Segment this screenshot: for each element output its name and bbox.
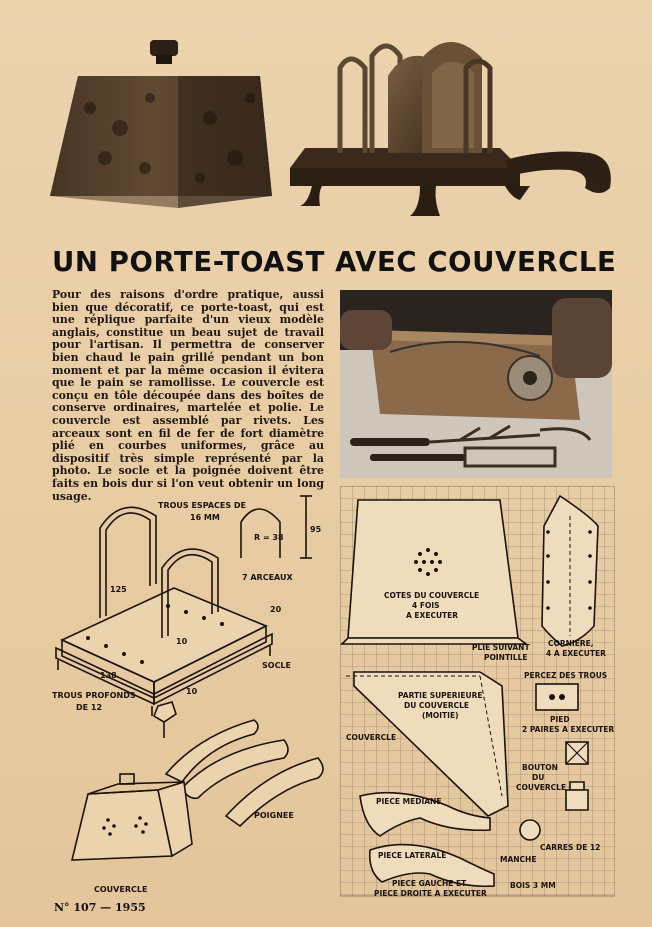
lid-photo xyxy=(50,40,272,208)
label-manche: MANCHE xyxy=(500,855,537,864)
label-laterale: PIECE LATERALE xyxy=(378,851,447,860)
label-plie2: POINTILLE xyxy=(484,653,528,662)
label-16mm: 16 MM xyxy=(190,513,220,522)
pattern-grid-diagram xyxy=(340,486,615,900)
label-bouton2: DU xyxy=(532,773,545,782)
bending-jig-photo xyxy=(340,290,612,478)
label-partie2: DU COUVERCLE xyxy=(404,701,470,710)
label-95: 95 xyxy=(310,525,322,534)
label-mediane: PIECE MEDIANE xyxy=(376,797,442,806)
label-gauche2: PIECE DROITE A EXECUTER xyxy=(374,889,487,898)
rack-assembly-diagram xyxy=(48,488,340,900)
label-cotes2: 4 FOIS xyxy=(412,601,440,610)
label-trous-profonds: TROUS PROFONDS xyxy=(52,691,136,700)
label-pied1: PIED xyxy=(550,715,570,724)
page-footer: N° 107 — 1955 xyxy=(54,901,146,914)
label-couvercle-right: COUVERCLE xyxy=(346,733,397,742)
toast-rack-photo xyxy=(290,42,611,216)
label-corniere1: CORNIERE, xyxy=(548,639,594,648)
label-partie3: (MOITIE) xyxy=(422,711,459,720)
label-cotes1: COTES DU COUVERCLE xyxy=(384,591,480,600)
label-cotes3: A EXECUTER xyxy=(406,611,459,620)
article-title: UN PORTE-TOAST AVEC COUVERCLE xyxy=(52,246,617,278)
label-de12: DE 12 xyxy=(76,703,103,712)
label-gauche1: PIECE GAUCHE ET xyxy=(392,879,467,888)
label-corniere2: 4 A EXECUTER xyxy=(546,649,606,658)
label-r38: R = 38 xyxy=(254,533,284,542)
label-poignee: POIGNEE xyxy=(254,811,294,820)
label-socle: SOCLE xyxy=(262,661,291,670)
label-percez: PERCEZ DES TROUS xyxy=(524,671,608,680)
label-partie1: PARTIE SUPERIEURE xyxy=(398,691,483,700)
article-body: Pour des raisons d'ordre pratique, aussi bien que décoratif, ce porte-toast, qui est une réplique parfaite d'un vieux modèle anglais, constitue un beau sujet de travail pour l'artisan. Il permettra de conserver bien chaud le pain grillé pendant un bon moment et par la même occasion il évitera que le pain se ramollisse. Le couvercle est conçu en tôle découpée dans des boîtes de conserve ordinaires, martelée et polie. Le couvercle est assemblé par rivets. Les arceaux sont en fil de fer de fort diamètre plié en courbes uniformes, grâce au dispositif très simple représenté par la photo. Le socle et la poignée doivent être faits en bois dur si l'on veut obtenir un long usage. xyxy=(52,288,324,503)
label-20: 20 xyxy=(270,605,282,614)
top-photo xyxy=(50,28,615,240)
label-10b: 10 xyxy=(186,687,198,696)
label-carres: CARRES DE 12 xyxy=(540,843,601,852)
label-7-arceaux: 7 ARCEAUX xyxy=(242,573,293,582)
label-bois: BOIS 3 MM xyxy=(510,881,556,890)
label-bouton3: COUVERCLE xyxy=(516,783,567,792)
label-couvercle: COUVERCLE xyxy=(94,885,148,894)
label-trous-espaces: TROUS ESPACES DE xyxy=(158,501,246,510)
label-138: 138 xyxy=(100,671,117,680)
label-plie1: PLIE SUIVANT xyxy=(472,643,530,652)
label-125: 125 xyxy=(110,585,127,594)
label-bouton1: BOUTON xyxy=(522,763,558,772)
label-10a: 10 xyxy=(176,637,188,646)
label-pied2: 2 PAIRES A EXECUTER xyxy=(522,725,615,734)
